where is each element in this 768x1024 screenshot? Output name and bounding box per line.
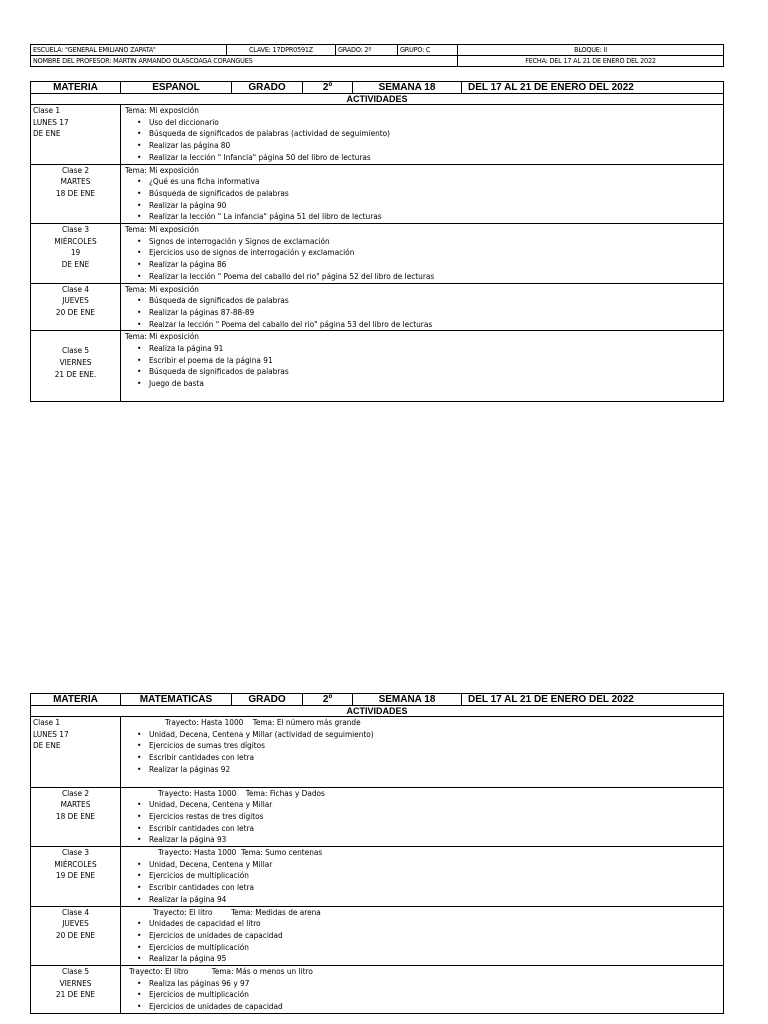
clase-content: [121, 224, 724, 284]
clave-cell: CLAVE: 17DPR0591Z: [227, 45, 336, 56]
tema-line: Tema: Mi exposición: [125, 283, 199, 294]
clase-row: [31, 164, 724, 224]
list-item: • Búsqueda de significados de palabras: [149, 295, 721, 307]
list-item: • Juego de basta: [149, 378, 721, 390]
list-item: • Realzar la lección " Poema del caballo del rio" página 53 del libro de lecturas: [149, 319, 721, 331]
activity-list: [123, 343, 721, 390]
materia-value: ESPAÑOL: [121, 82, 232, 94]
list-item: • Realizar la página 94: [149, 894, 721, 906]
bloque-cell: BLOQUE: II: [458, 45, 724, 56]
activity-list: [123, 295, 721, 330]
tema-line: Trayecto: El litro Tema: Medidas de arena: [153, 906, 321, 917]
clase-row: [31, 906, 724, 966]
list-item: • Unidad, Decena, Centena y Millar: [149, 799, 721, 811]
list-item: • Ejercicios de multiplicación: [149, 942, 721, 954]
list-item: • Signos de interrogación y Signos de exclamación: [149, 236, 721, 248]
semana-label: SEMANA 18: [353, 82, 462, 94]
grado-value: 2º: [303, 82, 353, 94]
list-item: • Realizar la página 90: [149, 200, 721, 212]
espanol-table: [30, 81, 724, 402]
clase-label: Clase 1 LUNES 17 DE ENE: [31, 105, 121, 165]
activity-list: [123, 729, 721, 776]
clase-label: Clase 2 MARTES 18 DE ENE: [31, 164, 121, 224]
grado-value: 2º: [303, 694, 353, 706]
tema-line: Trayecto: Hasta 1000 Tema: Sumo centenas: [158, 847, 323, 858]
activity-list: [123, 117, 721, 164]
semana-label: SEMANA 18: [353, 694, 462, 706]
activity-list: [123, 176, 721, 223]
matematicas-table: [30, 693, 724, 1014]
clase-row: [31, 224, 724, 284]
periodo-label: DEL 17 AL 21 DE ENERO DEL 2022: [462, 694, 724, 706]
grupo-cell: GRUPO: C: [398, 45, 458, 56]
list-item: • Uso del diccionario: [149, 117, 721, 129]
tema-line: Tema: Mi exposición: [125, 105, 199, 115]
list-item: • Realizar la lección " Poema del caballo del rio" página 52 del libro de lecturas: [149, 271, 721, 283]
list-item: • Realizar la páginas 92: [149, 764, 721, 776]
grado-cell: GRADO: 2º: [336, 45, 398, 56]
list-item: • Búsqueda de significados de palabras: [149, 366, 721, 378]
list-item: • Escribir el poema de la página 91: [149, 355, 721, 367]
activity-list: [123, 918, 721, 965]
grado-label: GRADO: [232, 694, 303, 706]
list-item: • Realizar la página 86: [149, 259, 721, 271]
list-item: • Búsqueda de significados de palabras: [149, 188, 721, 200]
clase-label: Clase 3 MIÉRCOLES 19 DE ENE: [31, 847, 121, 907]
clase-row: [31, 787, 724, 847]
tema-line: Tema: Mi exposición: [125, 164, 199, 175]
grado-label: GRADO: [232, 82, 303, 94]
list-item: • Ejercicios de sumas tres dígitos: [149, 740, 721, 752]
clase-label: Clase 1 LUNES 17 DE ENE: [31, 717, 121, 788]
list-item: • Realiza las páginas 96 y 97: [149, 978, 721, 990]
tema-line: Trayecto: El litro Tema: Más o menos un litro: [129, 966, 313, 977]
clase-row: [31, 331, 724, 402]
list-item: • Realiza la página 91: [149, 343, 721, 355]
list-item: • Unidad, Decena, Centena y Millar (actividad de seguimiento): [149, 729, 721, 741]
clase-label: Clase 5 VIERNES 21 DE ENE.: [31, 331, 121, 402]
clase-label: Clase 5 VIERNES 21 DE ENE: [31, 966, 121, 1014]
list-item: • Realizar las página 80: [149, 140, 721, 152]
clase-content: [121, 787, 724, 847]
clase-row: [31, 105, 724, 165]
list-item: • Ejercicios de multiplicación: [149, 870, 721, 882]
clase-content: [121, 906, 724, 966]
clase-content: [121, 717, 724, 788]
clase-content: [121, 847, 724, 907]
activity-list: [123, 236, 721, 283]
clase-content: [121, 164, 724, 224]
list-item: • Ejercicios uso de signos de interrogación y exclamación: [149, 247, 721, 259]
clase-row: [31, 283, 724, 331]
clase-label: Clase 4 JUEVES 20 DE ENE: [31, 283, 121, 331]
list-item: • Ejercicios de unidades de capacidad: [149, 930, 721, 942]
list-item: • Búsqueda de significados de palabras (actividad de seguimiento): [149, 128, 721, 140]
list-item: • Ejercicios de multiplicación: [149, 989, 721, 1001]
blank-line: [123, 776, 721, 787]
actividades-header: ACTIVIDADES: [31, 706, 724, 717]
clase-label: Clase 3 MIÉRCOLES 19 DE ENE: [31, 224, 121, 284]
clase-row: [31, 717, 724, 788]
clase-row: [31, 847, 724, 907]
clase-content: [121, 105, 724, 165]
actividades-header: ACTIVIDADES: [31, 94, 724, 105]
clase-content: [121, 966, 724, 1014]
clase-row: [31, 966, 724, 1014]
list-item: • Escribir cantidades con letra: [149, 882, 721, 894]
list-item: • ¿Qué es una ficha informativa: [149, 176, 721, 188]
clase-content: [121, 283, 724, 331]
materia-label: MATERIA: [31, 82, 121, 94]
list-item: • Realizar la lección " La infancia" página 51 del libro de lecturas: [149, 211, 721, 223]
fecha-cell: FECHA: DEL 17 AL 21 DE ENERO DEL 2022: [458, 56, 724, 67]
school-header-table: [30, 44, 724, 67]
list-item: • Ejercicios restas de tres dígitos: [149, 811, 721, 823]
tema-line: Tema: Mi exposición: [125, 224, 199, 235]
activity-list: [123, 799, 721, 846]
activity-list: [123, 859, 721, 906]
escuela-cell: ESCUELA: "GENERAL EMILIANO ZAPATA": [31, 45, 227, 56]
list-item: • Unidad, Decena, Centena y Millar: [149, 859, 721, 871]
tema-line: Trayecto: Hasta 1000 Tema: El número más grande: [165, 717, 361, 727]
list-item: • Escribir cantidades con letra: [149, 823, 721, 835]
clase-content: [121, 331, 724, 402]
list-item: • Realizar la página 95: [149, 953, 721, 965]
list-item: • Realizar la páginas 87-88-89: [149, 307, 721, 319]
list-item: • Escribir cantidades con letra: [149, 752, 721, 764]
list-item: • Unidades de capacidad el litro: [149, 918, 721, 930]
materia-label: MATERIA: [31, 694, 121, 706]
tema-line: Trayecto: Hasta 1000 Tema: Fichas y Dados: [158, 787, 325, 798]
periodo-label: DEL 17 AL 21 DE ENERO DEL 2022: [462, 82, 724, 94]
materia-value: MATEMATICAS: [121, 694, 232, 706]
list-item: • Ejercicios de unidades de capacidad: [149, 1001, 721, 1013]
list-item: • Realizar la lección " Infancia" página 50 del libro de lecturas: [149, 152, 721, 164]
profesor-cell: NOMBRE DEL PROFESOR: MARTIN ARMANDO OLASCOAGA CORANGUES: [31, 56, 458, 67]
tema-line: Tema: Mi exposición: [125, 331, 199, 342]
clase-label: Clase 2 MARTES 18 DE ENE: [31, 787, 121, 847]
clase-label: Clase 4 JUEVES 20 DE ENE: [31, 906, 121, 966]
list-item: • Realizar la página 93: [149, 834, 721, 846]
activity-list: [123, 978, 721, 1013]
